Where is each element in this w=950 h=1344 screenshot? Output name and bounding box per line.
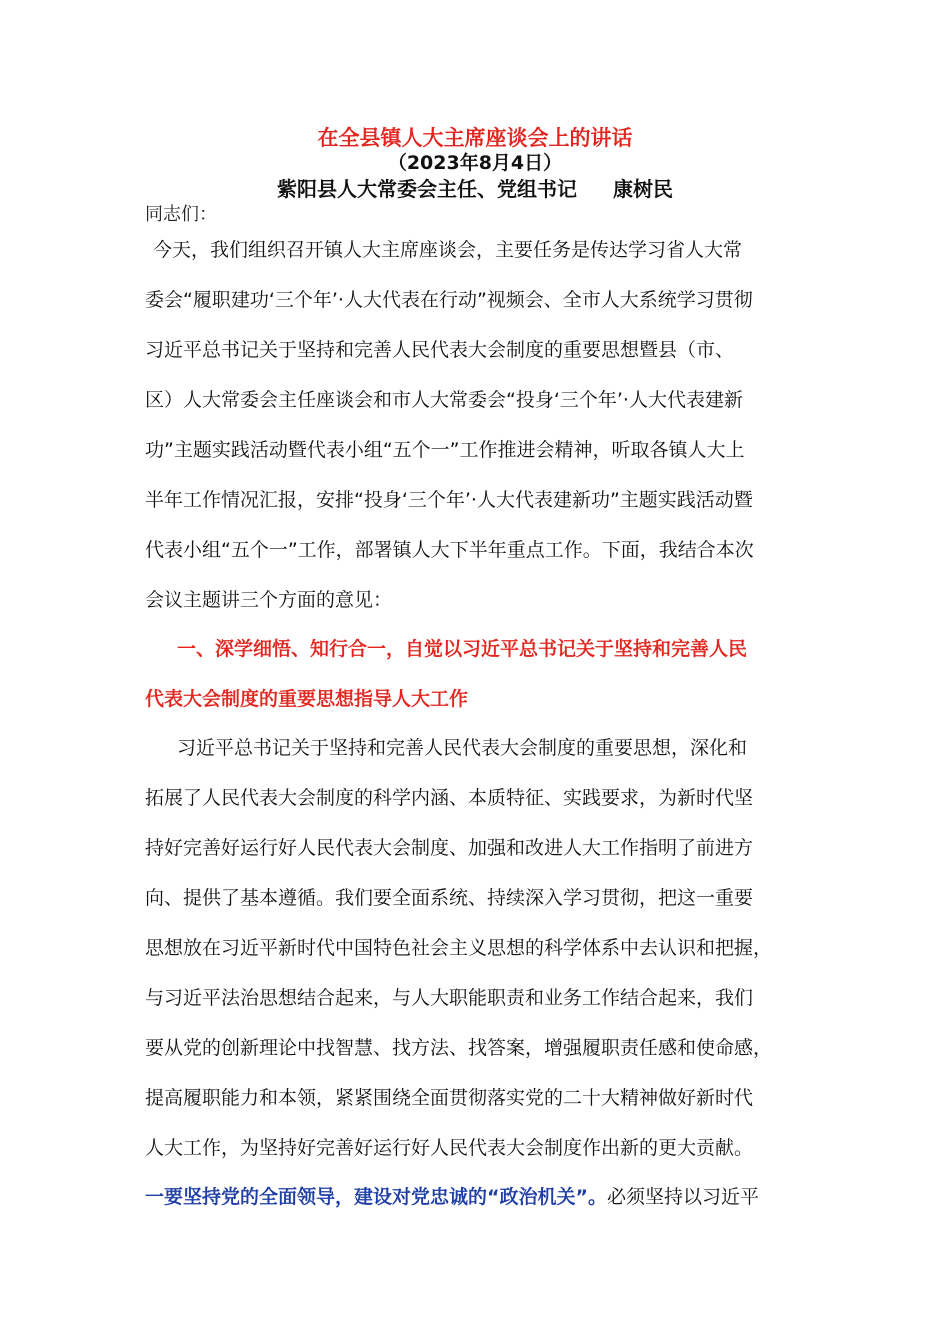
text-line: 思想放在习近平新时代中国特色社会主义思想的科学体系中去认识和把握， <box>145 937 773 959</box>
text-line: 习近平总书记关于坚持和完善人民代表大会制度的重要思想暨县（市、 <box>145 339 735 361</box>
text-line: 要从党的创新理论中找智慧、找方法、找答案，增强履职责任感和使命感， <box>145 1037 773 1059</box>
greeting: 同志们： <box>145 204 217 225</box>
author-name: 康树民 <box>613 177 673 201</box>
speech-title: 在全县镇人大主席座谈会上的讲话 <box>317 126 633 150</box>
point-1-text: 必须坚持以习近平 <box>606 1186 759 1208</box>
text-line: 拓展了人民代表大会制度的科学内涵、本质特征、实践要求，为新时代坚 <box>145 787 754 809</box>
heading-line: 代表大会制度的重要思想指导人大工作 <box>145 688 469 710</box>
speech-author <box>0 175 950 203</box>
text-line: 与习近平法治思想结合起来，与人大职能职责和业务工作结合起来，我们 <box>145 987 754 1009</box>
speech-date: （2023年8月4日） <box>387 152 563 174</box>
text-line: 今天，我们组织召开镇人大主席座谈会，主要任务是传达学习省人大常 <box>153 239 743 261</box>
heading-line: 一、深学细悟、知行合一，自觉以习近平总书记关于坚持和完善人民 <box>177 638 748 660</box>
text-line: 委会“履职建功‘三个年’·人大代表在行动”视频会、全市人大系统学习贯彻 <box>145 289 753 311</box>
author-role: 紫阳县人大常委会主任、党组书记 <box>277 177 577 201</box>
text-line: 代表小组“五个一”工作，部署镇人大下半年重点工作。下面，我结合本次 <box>145 539 754 561</box>
text-line: 功”主题实践活动暨代表小组“五个一”工作推进会精神，听取各镇人大上 <box>145 439 745 461</box>
text-line: 区）人大常委会主任座谈会和市人大常委会“投身‘三个年’·人大代表建新 <box>145 389 743 411</box>
point-1-heading: 一要坚持党的全面领导，建设对党忠诚的“政治机关”。 <box>145 1186 607 1208</box>
text-line: 半年工作情况汇报，安排“投身‘三个年’·人大代表建新功”主题实践活动暨 <box>145 489 753 511</box>
text-line: 向、提供了基本遵循。我们要全面系统、持续深入学习贯彻，把这一重要 <box>145 887 754 909</box>
text-line: 持好完善好运行好人民代表大会制度、加强和改进人大工作指明了前进方 <box>145 837 754 859</box>
text-line: 习近平总书记关于坚持和完善人民代表大会制度的重要思想，深化和 <box>177 737 748 759</box>
text-line: 会议主题讲三个方面的意见： <box>145 589 393 611</box>
point-1 <box>145 1172 825 1222</box>
text-line: 提高履职能力和本领，紧紧围绕全面贯彻落实党的二十大精神做好新时代 <box>145 1087 754 1109</box>
text-line: 人大工作，为坚持好完善好运行好人民代表大会制度作出新的更大贡献。 <box>145 1137 754 1159</box>
